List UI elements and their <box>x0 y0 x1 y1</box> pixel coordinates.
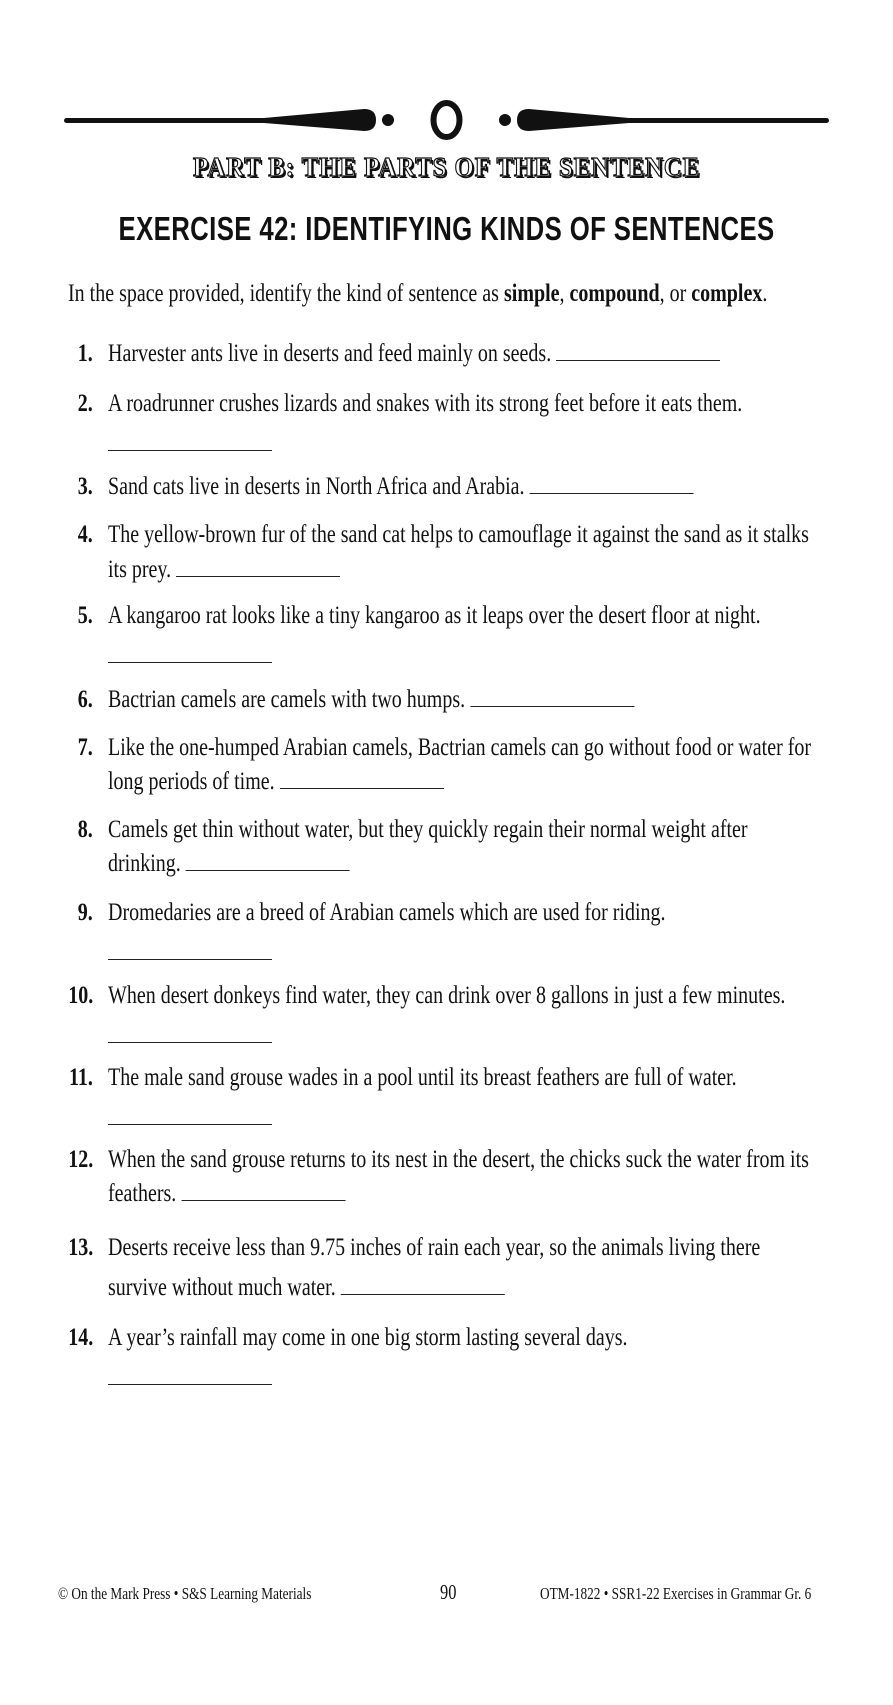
answer-blank[interactable] <box>108 449 272 451</box>
footer-publisher: © On the Mark Press • S&S Learning Materials <box>58 1584 312 1603</box>
option-simple: simple <box>503 280 560 307</box>
answer-blank[interactable] <box>181 1199 345 1201</box>
answer-blank[interactable] <box>108 661 272 663</box>
answer-blank[interactable] <box>176 575 340 577</box>
answer-blank[interactable] <box>530 492 694 494</box>
answer-blank[interactable] <box>470 705 634 707</box>
answer-blank[interactable] <box>341 1293 505 1295</box>
answer-blank[interactable] <box>556 359 720 361</box>
page-number: 90 <box>440 1580 457 1604</box>
ornamental-divider <box>64 95 829 145</box>
instructions: In the space provided, identify the kind of sentence as simple, compound, or complex. <box>68 280 768 307</box>
option-complex: complex <box>691 280 763 307</box>
section-header: PART B: THE PARTS OF THE SENTENCE <box>192 152 701 182</box>
answer-blank[interactable] <box>280 787 444 789</box>
answer-blank[interactable] <box>108 1041 272 1043</box>
option-compound: compound <box>569 280 660 307</box>
answer-blank[interactable] <box>186 869 350 871</box>
answer-blank[interactable] <box>108 958 272 960</box>
answer-blank[interactable] <box>108 1383 272 1385</box>
answer-blank[interactable] <box>108 1123 272 1125</box>
footer-product-code: OTM-1822 • SSR1-22 Exercises in Grammar Gr. 6 <box>540 1584 812 1603</box>
exercise-title: EXERCISE 42: IDENTIFYING KINDS OF SENTENCES <box>118 210 775 247</box>
